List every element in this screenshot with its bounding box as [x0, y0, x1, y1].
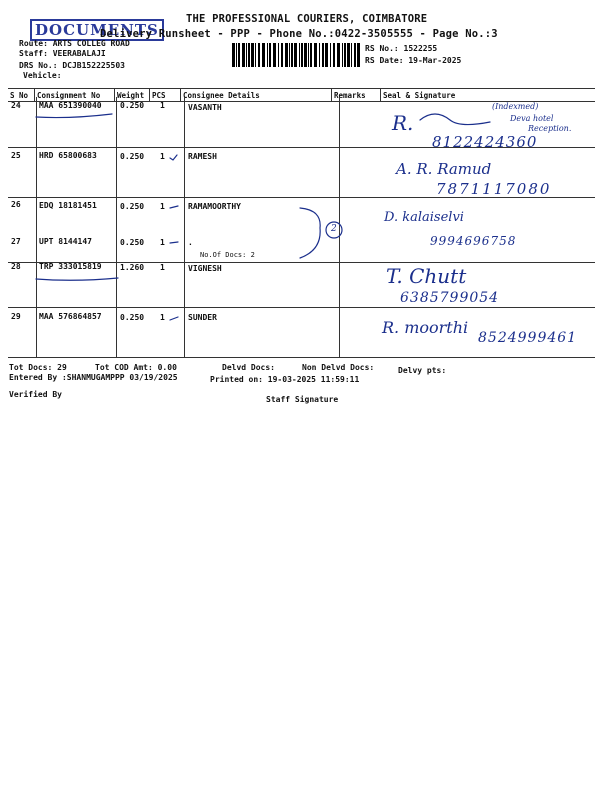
tick-mark [170, 155, 177, 160]
phone-25: 7871117080 [436, 180, 552, 198]
documents-stamp: DOCUMENTS [30, 19, 164, 41]
table-row-consignee: RAMAMOORTHY [188, 202, 241, 211]
strike-scribble [420, 114, 490, 125]
col-consignment: Consignment No [35, 89, 115, 102]
entered-by: Entered By :SHANMUGAMPPP 03/19/2025 [9, 373, 178, 382]
signature-26: D. kalaiselvi [384, 210, 464, 225]
signature-25: A. R. Ramud [396, 160, 492, 178]
table-row-pcs: 1 [160, 152, 165, 161]
table-row-consignment: TRP 333015819 [39, 262, 102, 271]
company-name: THE PROFESSIONAL COURIERS, COIMBATORE [186, 13, 428, 25]
table-row-consignee: RAMESH [188, 152, 217, 161]
table-row-sno: 28 [11, 262, 21, 271]
remark-26: 2 [331, 224, 337, 234]
signature-28: T. Chutt [386, 264, 467, 288]
col-remarks: Remarks [332, 89, 381, 102]
table-row-consignment: EDQ 18181451 [39, 201, 97, 210]
note-24-a: (Indexmed) [492, 102, 539, 111]
total-cod-amount: Tot COD Amt: 0.00 [95, 363, 177, 372]
staff-signature: Staff Signature [266, 395, 339, 404]
table-row-weight: 1.260 [120, 263, 145, 272]
col-sno: S No [8, 89, 35, 102]
phone-28: 6385799054 [400, 290, 500, 306]
drs-number: DRS No.: DCJB152225503 [19, 61, 125, 70]
rs-date: RS Date: 19-Mar-2025 [365, 56, 462, 65]
table-row-pcs: 1 [160, 202, 165, 211]
total-docs: Tot Docs: 29 [9, 363, 67, 372]
table-row-sno: 27 [11, 237, 21, 246]
table-row-sno: 29 [11, 312, 21, 321]
note-24-c: Reception. [528, 124, 572, 133]
table-row-sno: 25 [11, 151, 21, 160]
staff-label: Staff: VEERABALAJI [19, 49, 106, 58]
table-row-weight: 0.250 [120, 202, 145, 211]
col-seal-signature: Seal & Signature [381, 89, 596, 102]
table-row-consignee: VIGNESH [188, 264, 222, 273]
dash-mark [170, 242, 178, 243]
col-pcs: PCS [150, 89, 181, 102]
printed-on: Printed on: 19-03-2025 11:59:11 [210, 375, 360, 384]
delivered-docs: Delvd Docs: [222, 363, 275, 372]
underline-mark [36, 278, 118, 280]
vehicle-label: Vehicle: [23, 71, 62, 80]
table-row-weight: 0.250 [120, 238, 145, 247]
route-label: Route: ARTS COLLEG ROAD [19, 39, 130, 48]
table-row-consignment: MAA 576864857 [39, 312, 102, 321]
table-row-consignment: UPT 8144147 [39, 237, 92, 246]
phone-24: 8122424360 [432, 133, 538, 151]
docs-count-note: No.Of Docs: 2 [200, 251, 255, 259]
table-row-pcs: 1 [160, 313, 165, 322]
signature-29: R. moorthi [382, 318, 469, 337]
grouping-bracket [300, 208, 320, 258]
table-row-sno: 26 [11, 200, 21, 209]
col-consignee: Consignee Details [181, 89, 332, 102]
phone-29: 8524999461 [478, 330, 578, 346]
table-row-pcs: 1 [160, 238, 165, 247]
table-row-pcs: 1 [160, 101, 165, 110]
note-24-b: Deva hotel [510, 114, 554, 123]
underline-mark [36, 114, 112, 118]
table-row-weight: 0.250 [120, 101, 145, 110]
delivery-points: Delvy pts: [398, 366, 447, 375]
table-row-consignment: HRD 65800683 [39, 151, 97, 160]
signature-24: R. [392, 111, 414, 135]
table-row-weight: 0.250 [120, 152, 145, 161]
table-row-consignee: SUNDER [188, 313, 217, 322]
rs-number: RS No.: 1522255 [365, 44, 438, 53]
table-row-sno: 24 [11, 101, 21, 110]
table-row-consignment: MAA 651390040 [39, 101, 102, 110]
phone-26: 9994696758 [430, 234, 517, 248]
dash-mark [170, 206, 178, 208]
table-row-pcs: 1 [160, 263, 165, 272]
dash-mark [170, 317, 178, 320]
sheet-title: Delivery Runsheet - PPP - Phone No.:0422-3505555 - Page No.:3 [100, 28, 498, 40]
non-delivered-docs: Non Delvd Docs: [302, 363, 375, 372]
col-weight: Weight [115, 89, 150, 102]
table-row-weight: 0.250 [120, 313, 145, 322]
verified-by: Verified By [9, 390, 62, 399]
table-row-consignee: VASANTH [188, 103, 222, 112]
table-row-consignee: . [188, 238, 193, 247]
